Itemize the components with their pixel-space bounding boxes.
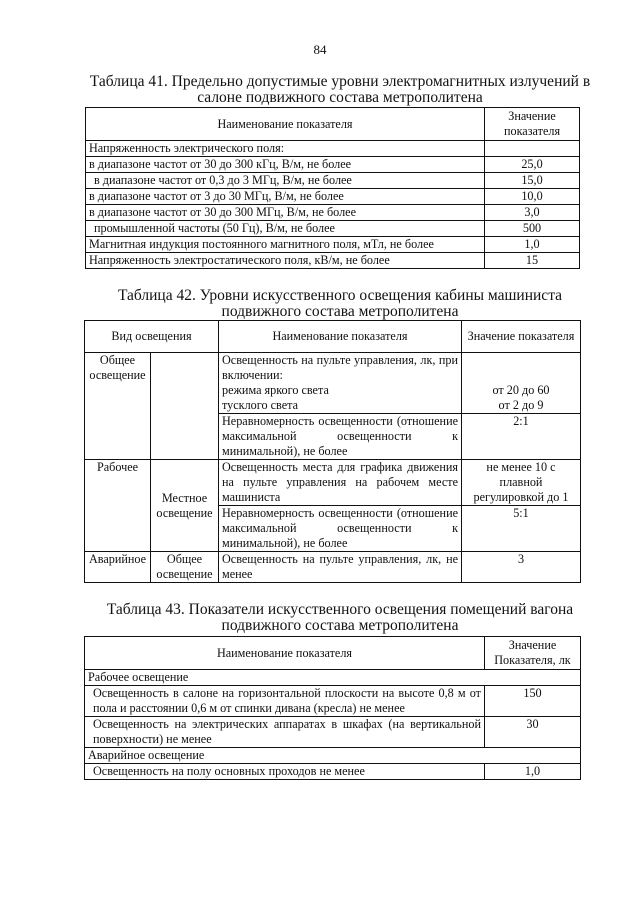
row-value [462, 353, 581, 414]
row-name: Освещенность места для графика движения на пульте управления на рабочем месте машиниста [219, 460, 462, 506]
row-name: Освещенность на электрических аппаратах в шкафах (на вертикальной поверхности) не менее [85, 717, 485, 748]
table42-title [60, 288, 620, 320]
header-name: Наименование показателя [219, 321, 462, 353]
name-line: тусклого света [222, 398, 298, 412]
row-value: 15 [485, 253, 580, 269]
table-row [86, 205, 580, 221]
row-name: Неравномерность освещенности (отношение максимальной освещенности к минимальной), не более [219, 506, 462, 552]
row-value: 1,0 [485, 764, 581, 780]
table-row [85, 353, 581, 414]
row-value: 1,0 [485, 237, 580, 253]
row-name: Освещенность в салоне на горизонтальной плоскости на высоте 0,8 м от пола и расстоянии 0,6 м от спинки дивана (кресла) не менее [85, 686, 485, 717]
row-value: 150 [485, 686, 581, 717]
lighting-type: Аварийное [85, 552, 151, 583]
name-line: режима яркого света [222, 383, 329, 397]
section-label: Аварийное освещение [85, 748, 581, 764]
header-value: Значение Показателя, лк [485, 637, 581, 670]
row-value: не менее 10 с плавной регулировкой до 1 [462, 460, 581, 506]
table-row [86, 237, 580, 253]
table43-title [60, 602, 620, 634]
table-row [86, 253, 580, 269]
section-row [85, 670, 581, 686]
table42 [84, 320, 581, 583]
lighting-subtype [151, 353, 219, 460]
table41-title [60, 74, 620, 106]
title-line: Таблица 42. Уровни искусственного освещения кабины машиниста [117, 287, 563, 304]
name-line: Освещенность на пульте управления, лк, при включении: [222, 353, 458, 382]
row-value: 10,0 [485, 189, 580, 205]
table-row [86, 189, 580, 205]
table-row [86, 157, 580, 173]
page-number: 84 [313, 42, 327, 57]
value-line: от 2 до 9 [498, 398, 544, 412]
row-name: Напряженность электростатического поля, кВ/м, не более [86, 253, 485, 269]
row-name: промышленной частоты (50 Гц), В/м, не более [86, 221, 485, 237]
row-value: 2:1 [462, 414, 581, 460]
row-name: в диапазоне частот от 30 до 300 МГц, В/м, не более [86, 205, 485, 221]
header-name: Наименование показателя [85, 637, 485, 670]
row-name: Напряженность электрического поля: [86, 141, 485, 157]
row-name: в диапазоне частот от 3 до 30 МГц, В/м, не более [86, 189, 485, 205]
title-line: салоне подвижного состава метрополитена [197, 89, 483, 106]
row-name: Освещенность на полу основных проходов не менее [85, 764, 485, 780]
title-line: Таблица 43. Показатели искусственного освещения помещений вагона [106, 601, 574, 618]
row-name: Неравномерность освещенности (отношение максимальной освещенности к минимальной), не более [219, 414, 462, 460]
table-row [85, 717, 581, 748]
lighting-type: Общее освещение [85, 353, 151, 460]
lighting-subtype: Общее освещение [151, 552, 219, 583]
table-row [85, 686, 581, 717]
row-value: 5:1 [462, 506, 581, 552]
table41 [85, 107, 580, 269]
header-value: Значение показателя [462, 321, 581, 353]
table-row [86, 141, 580, 157]
title-line: подвижного состава метрополитена [221, 303, 459, 320]
row-name: Освещенность на пульте управления, лк, не менее [219, 552, 462, 583]
row-name: в диапазоне частот от 0,3 до 3 МГц, В/м, не более [86, 173, 485, 189]
row-value: 3,0 [485, 205, 580, 221]
header-value: Значение показателя [485, 108, 580, 141]
row-value [485, 141, 580, 157]
lighting-type: Рабочее [85, 460, 151, 552]
header-type: Вид освещения [85, 321, 219, 353]
row-value: 30 [485, 717, 581, 748]
title-line: подвижного состава метрополитена [221, 617, 459, 634]
table-row [86, 221, 580, 237]
table-row [85, 552, 581, 583]
lighting-subtype: Местное освещение [151, 460, 219, 552]
value-line: от 20 до 60 [492, 383, 550, 397]
row-value: 500 [485, 221, 580, 237]
table-row [86, 173, 580, 189]
row-value: 25,0 [485, 157, 580, 173]
section-label: Рабочее освещение [85, 670, 581, 686]
title-line: Таблица 41. Предельно допустимые уровни электромагнитных излучений в [89, 73, 591, 90]
row-value: 15,0 [485, 173, 580, 189]
table-row [85, 764, 581, 780]
row-name [219, 353, 462, 414]
table-row [85, 460, 581, 506]
row-name: Магнитная индукция постоянного магнитного поля, мТл, не более [86, 237, 485, 253]
row-name: в диапазоне частот от 30 до 300 кГц, В/м, не более [86, 157, 485, 173]
header-name: Наименование показателя [86, 108, 485, 141]
section-row [85, 748, 581, 764]
row-value: 3 [462, 552, 581, 583]
table43 [84, 636, 581, 780]
